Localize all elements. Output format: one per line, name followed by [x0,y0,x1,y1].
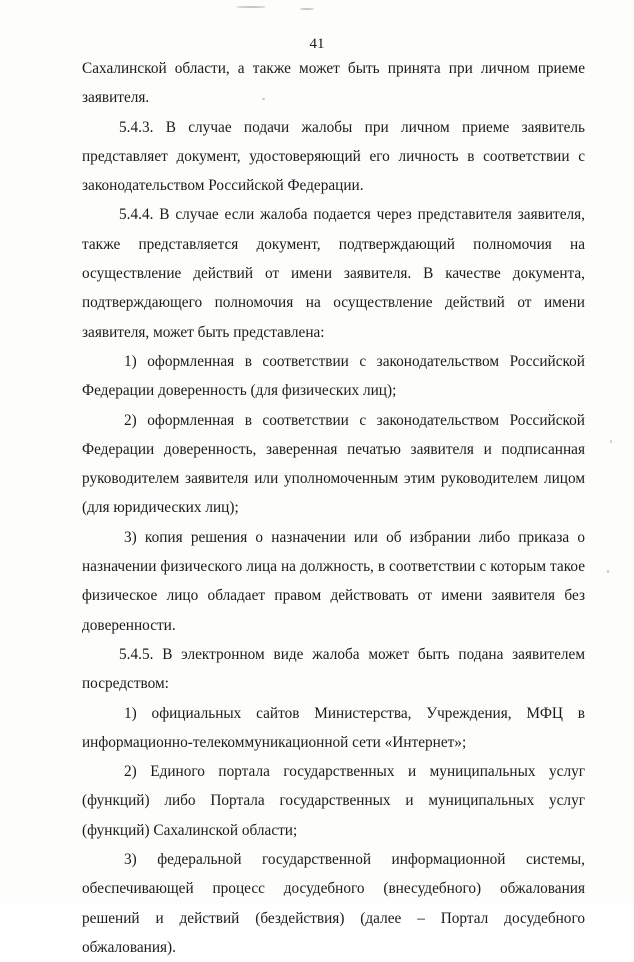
paragraph-5-4-5: 5.4.5. В электронном виде жалоба может быть подана заявителем посредством: [82,645,585,693]
paragraph-continuation: Сахалинской области, а также может быть принята при личном приеме заявителя. [82,60,585,107]
list-item-5-4-5-2: 2) Единого портала государственных и муниципальных услуг (функций) либо Портала государственных и муниципальных услуг (функций) Сахалинской области; [82,763,585,839]
document-body [82,54,585,962]
list-item-5-4-5-3: 3) федеральной государственной информационной системы, обеспечивающей процесс досудебного (внесудебного) обжалования решений и действий (бездействия) (далее – Портал досудебного обжалования). [82,851,585,956]
paragraph-5-4-4: 5.4.4. В случае если жалоба подается через представителя заявителя, также представляется документ, подтверждающий полномочия на осуществление действий от имени заявителя. В качестве документа, подтверждающего полномочия на осуществление действий от имени заявителя, может быть представлена: [82,206,585,341]
scan-speck [610,440,612,443]
scan-speck [300,8,314,10]
scan-speck [236,6,266,8]
list-item-5-4-4-2: 2) оформленная в соответствии с законодательством Российской Федерации доверенность, заверенная печатью заявителя и подписанная руководителем заявителя или уполномоченным этим руководителем лицом (для юридических лиц); [82,411,585,517]
scan-speck [262,98,265,100]
scan-speck [607,570,609,573]
page-number: 41 [309,36,325,52]
list-item-5-4-4-1: 1) оформленная в соответствии с законодательством Российской Федерации доверенность (для физических лиц); [82,352,585,400]
paragraph-5-4-3: 5.4.3. В случае подачи жалобы при личном приеме заявитель представляет документ, удостоверяющий его личность в соответствии с законодательством Российской Федерации. [82,118,585,195]
list-item-5-4-5-1: 1) официальных сайтов Министерства, Учреждения, МФЦ в информационно-телекоммуникационной сети «Интернет»; [82,704,585,751]
list-item-5-4-4-3: 3) копия решения о назначении или об избрании либо приказа о назначении физического лица на должность, в соответствии с которым такое физическое лицо обладает правом действовать от имени заявителя без доверенности. [82,528,585,634]
